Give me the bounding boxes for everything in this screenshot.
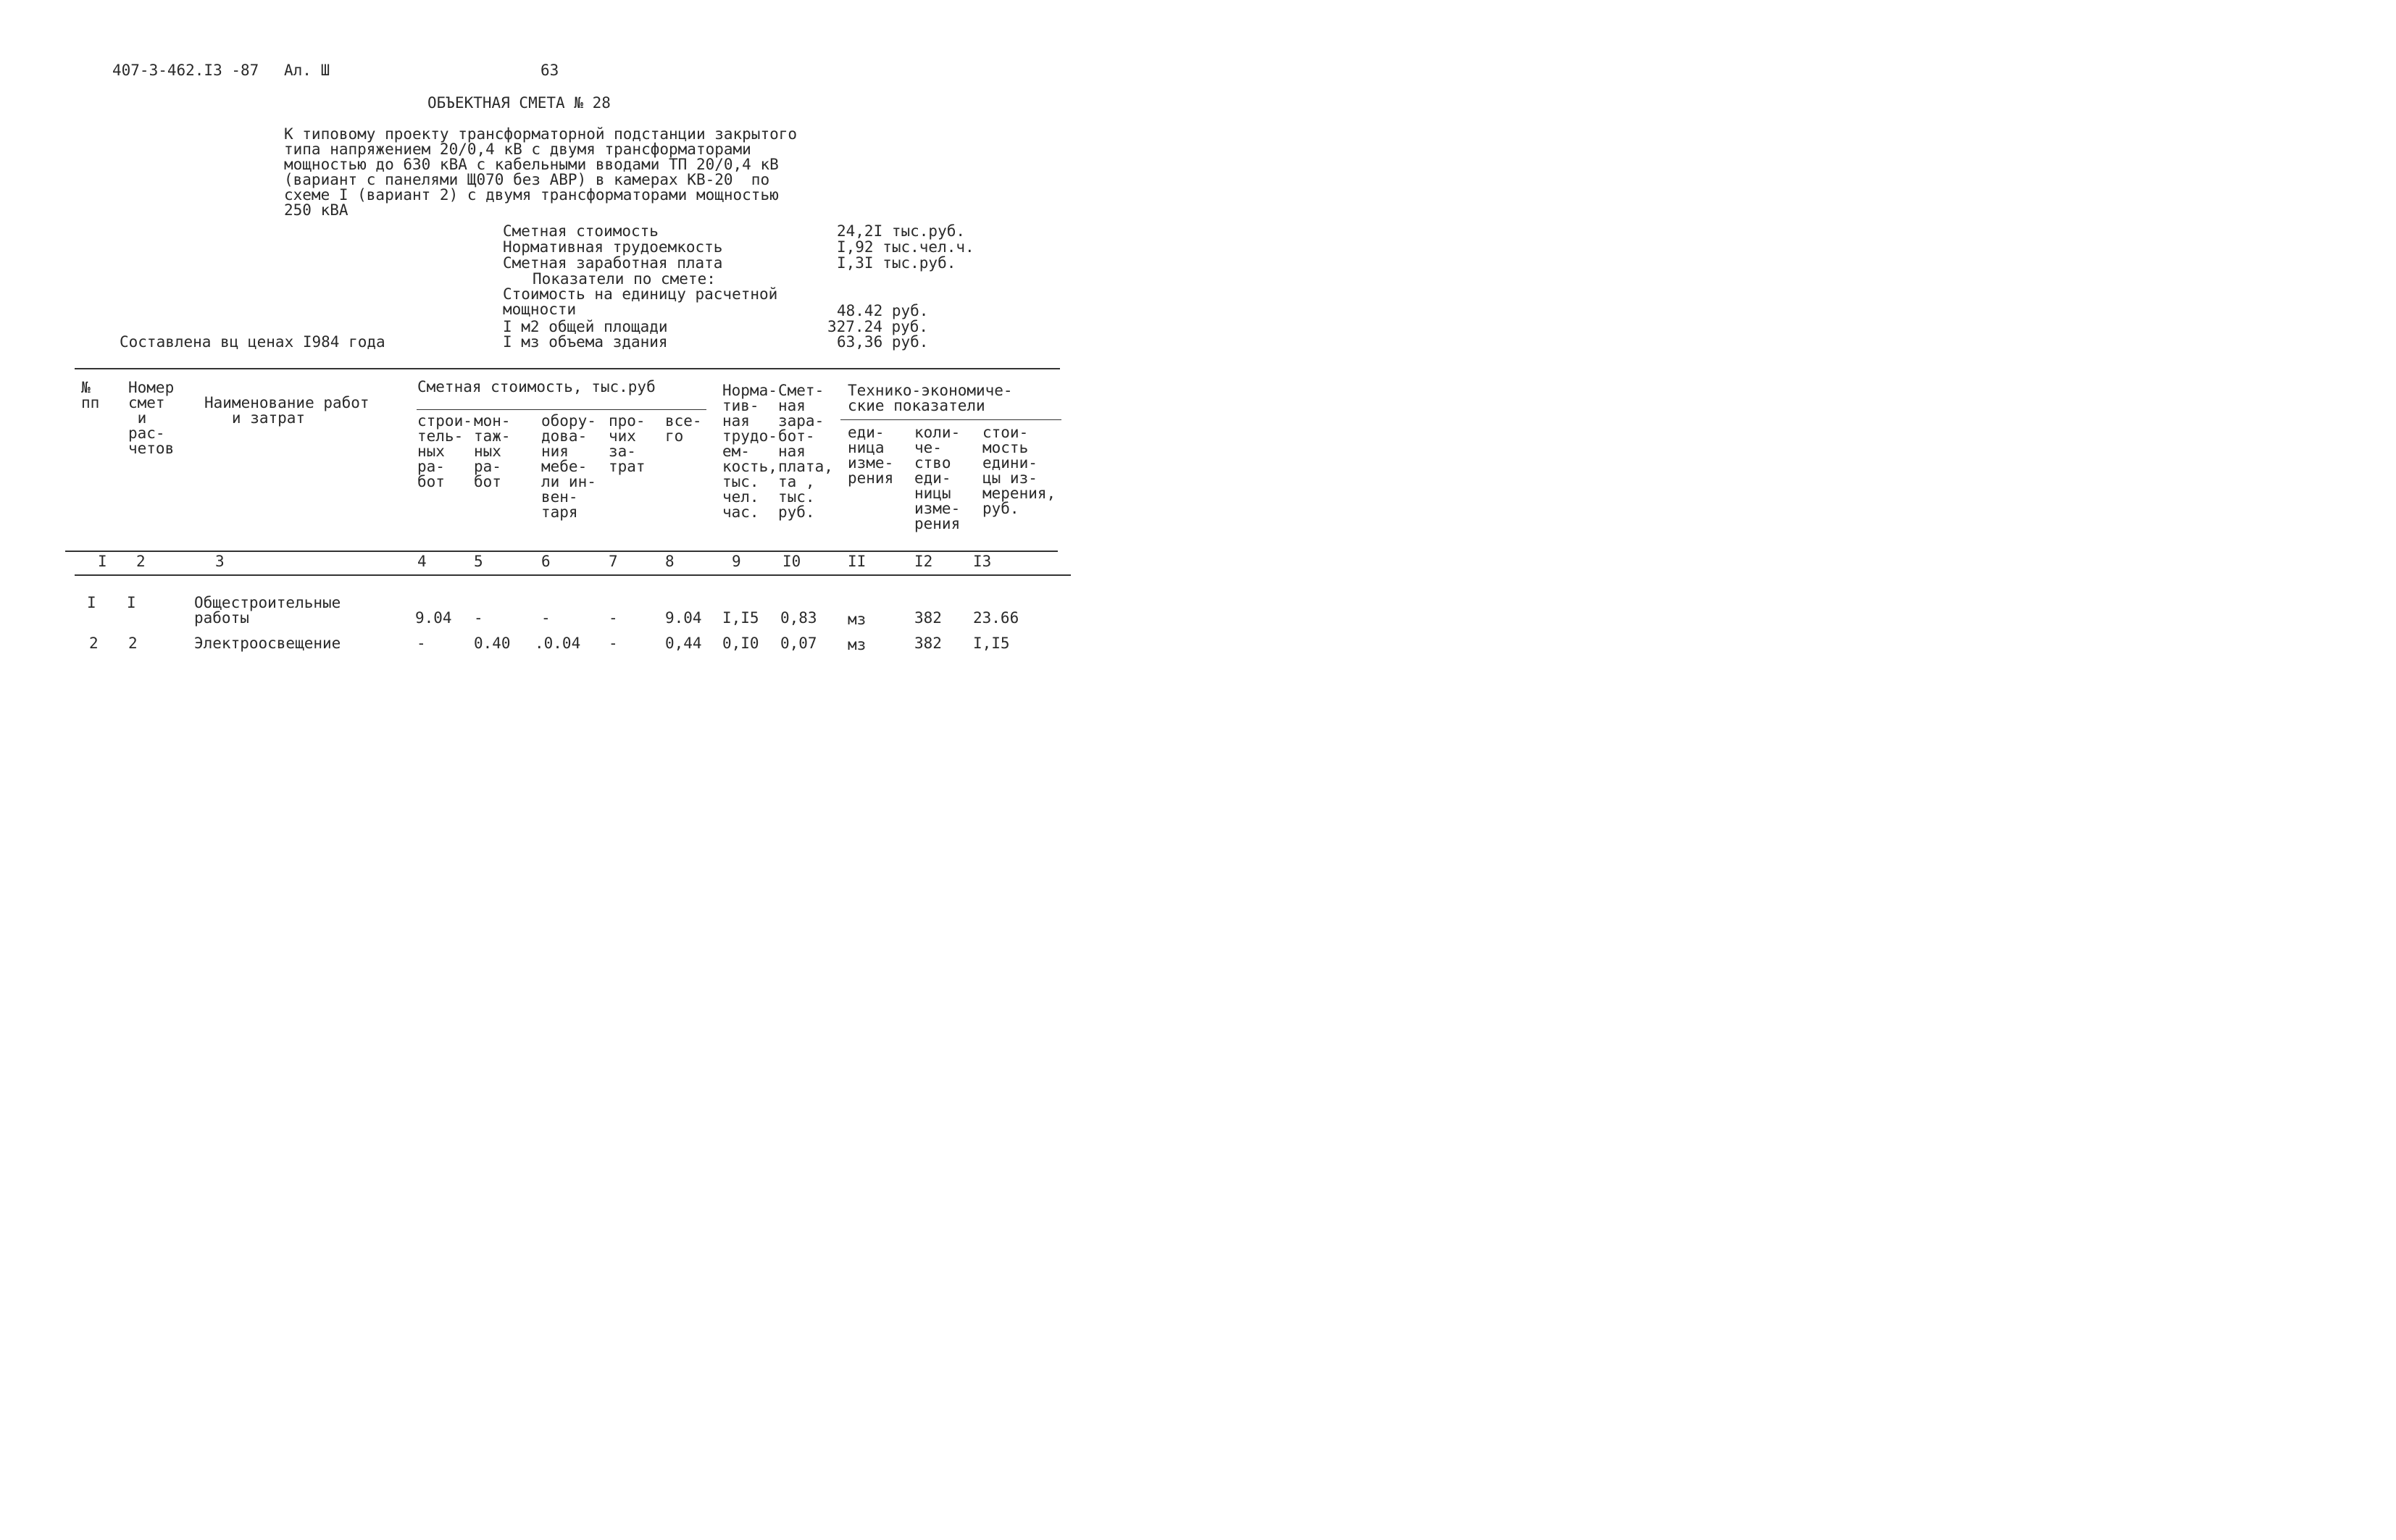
column-number: 9 (732, 553, 741, 570)
cell-construction: - (417, 635, 426, 652)
cell-installation: - (474, 609, 483, 627)
column-number: 7 (609, 553, 618, 570)
indicator-label: I мз объема здания (503, 333, 668, 351)
tech-group-rule (840, 419, 1061, 420)
album-number: Ал. Ш (284, 62, 330, 79)
header-construction: строи- тель- ных ра- бот (417, 412, 472, 490)
cell-labor: 0,I0 (722, 635, 759, 652)
indicator-label: I м2 общей площади (503, 318, 668, 335)
summary-label: Нормативная трудоемкость (503, 238, 723, 256)
cell-labor: I,I5 (722, 609, 759, 627)
column-number: I2 (914, 553, 933, 570)
cell-other: - (609, 609, 618, 627)
cell-estimate: I (127, 594, 136, 611)
cell-total: 9.04 (665, 609, 702, 627)
header-row-number: № пп (81, 379, 100, 411)
cell-quantity: 382 (914, 635, 942, 652)
cell-wages: 0,07 (780, 635, 817, 652)
indicator-value: 63,36 руб. (837, 333, 929, 351)
project-description: К типовому проекту трансформаторной подстанции закрытого типа напряжением 20/0,4 кВ с двумя трансформаторами мощностью до 630 кВА с кабельными вводами ТП 20/0,4 кВ (вариант с панелями Щ070 без АВР) в камерах КВ-20 по схеме I (вариант 2) с двумя трансформаторами мощностью 250 кВА (284, 125, 798, 219)
cell-construction: 9.04 (415, 609, 452, 627)
table-top-rule (75, 368, 1060, 369)
column-number: II (848, 553, 867, 570)
cell-quantity: 382 (914, 609, 942, 627)
column-numbers-rule (75, 574, 1071, 576)
header-equipment: обору- дова- ния мебе- ли ин- вен- таря (541, 412, 596, 521)
column-number: 4 (417, 553, 427, 570)
column-number: 3 (215, 553, 225, 570)
summary-label: Сметная заработная плата (503, 254, 723, 272)
page-number: 63 (540, 62, 559, 79)
indicator-label: Стоимость на единицу расчетной мощности (503, 285, 778, 318)
cell-num: I (87, 594, 96, 611)
column-number: 2 (136, 553, 146, 570)
prices-note: Составлена вц ценах I984 года (120, 333, 385, 351)
header-labor: Норма- тив- ная трудо- ем- кость, тыс. чел. час. (722, 382, 777, 521)
header-other: про- чих за- трат (609, 412, 646, 475)
cell-estimate: 2 (128, 635, 138, 652)
indicator-value: 327.24 руб. (827, 318, 929, 335)
column-number: 8 (665, 553, 675, 570)
cell-equipment: .0.04 (535, 635, 581, 652)
header-quantity: коли- че- ство еди- ницы изме- рения (914, 424, 961, 532)
cell-name: Электроосвещение (194, 635, 341, 652)
cell-wages: 0,83 (780, 609, 817, 627)
header-bottom-rule (65, 551, 1058, 552)
summary-value: 24,2I тыс.руб. (837, 222, 966, 240)
column-number: 6 (541, 553, 551, 570)
cell-unit: мз (848, 636, 867, 653)
cost-group-rule (417, 409, 706, 410)
cell-other: - (609, 635, 618, 652)
summary-value: I,3I тыс.руб. (837, 254, 956, 272)
document-code: 407-3-462.I3 -87 (112, 62, 259, 79)
cell-unit-cost: I,I5 (973, 635, 1010, 652)
column-number: I3 (973, 553, 992, 570)
header-cost-group: Сметная стоимость, тыс.руб (417, 378, 656, 396)
cell-installation: 0.40 (474, 635, 511, 652)
cell-name: Общестроительные работы (194, 594, 341, 627)
header-tech-group: Технико-экономиче- ские показатели (848, 382, 1013, 414)
header-total: все- го (665, 412, 702, 445)
header-installation: мон- таж- ных ра- бот (474, 412, 511, 490)
header-wages: Смет- ная зара- бот- ная плата, та , тыс. руб. (778, 382, 833, 521)
column-number: 5 (474, 553, 483, 570)
cell-total: 0,44 (665, 635, 702, 652)
column-number: I0 (782, 553, 801, 570)
header-unit-cost: стои- мость едини- цы из- мерения, руб. (982, 424, 1056, 517)
cell-unit-cost: 23.66 (973, 609, 1019, 627)
header-estimate-number: Номер смет и рас- четов (128, 379, 175, 457)
summary-value: I,92 тыс.чел.ч. (837, 238, 974, 256)
header-unit: еди- ница изме- рения (848, 424, 894, 487)
column-number: I (98, 553, 107, 570)
cell-num: 2 (89, 635, 99, 652)
document-title: ОБЪЕКТНАЯ СМЕТА № 28 (427, 94, 611, 112)
cell-equipment: - (541, 609, 551, 627)
cell-unit: мз (848, 611, 867, 628)
indicator-value: 48.42 руб. (837, 302, 929, 319)
indicators-title: Показатели по смете: (533, 270, 716, 288)
summary-label: Сметная стоимость (503, 222, 659, 240)
header-work-name: Наименование работ и затрат (204, 394, 370, 427)
